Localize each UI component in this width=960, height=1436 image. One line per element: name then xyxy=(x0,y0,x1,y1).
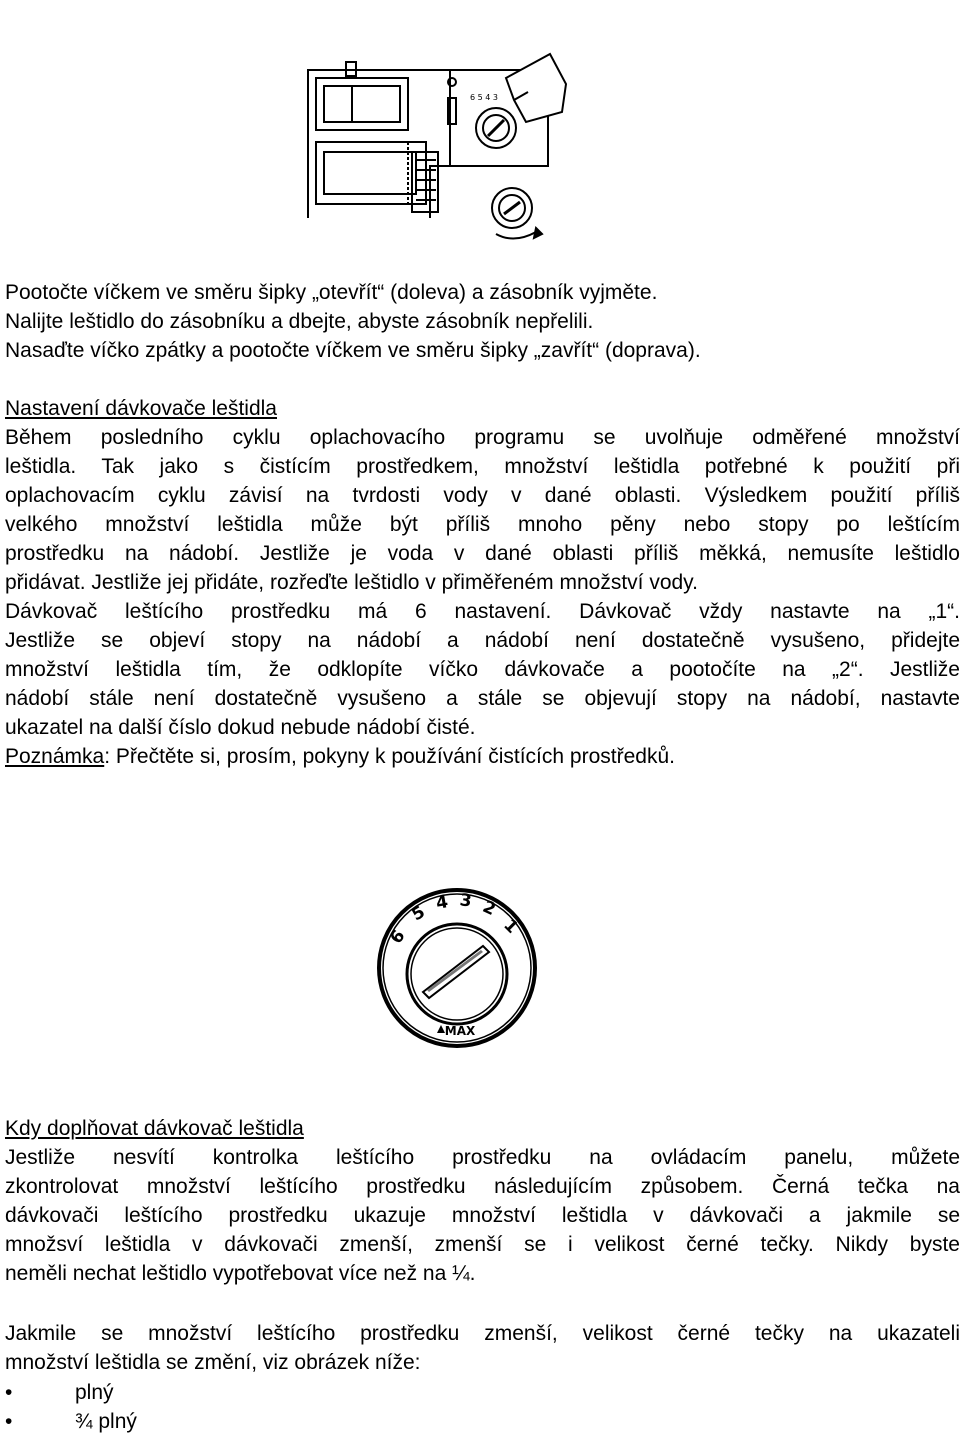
paragraph-line: leštidla. Tak jako s čistícím prostředkem, množství leštidla potřebné k použití při xyxy=(5,455,960,478)
dial-number: 3 xyxy=(458,890,473,912)
paragraph-line: dávkovači leštícího prostředku ukazuje množství leštidla v dávkovači a jakmile se xyxy=(5,1204,960,1227)
section-heading: Nastavení dávkovače leštidla xyxy=(5,397,277,420)
paragraph-line: ukazatel na další číslo dokud nebude nádobí čisté. xyxy=(5,716,476,739)
paragraph-line: oplachovacím cyklu závisí na tvrdosti vody v dané oblasti. Výsledkem použití příliš xyxy=(5,484,960,507)
paragraph-line: Během posledního cyklu oplachovacího programu se uvolňuje odměřené množství xyxy=(5,426,960,449)
dial-number: 4 xyxy=(434,892,450,914)
paragraph-line: Dávkovač leštícího prostředku má 6 nastavení. Dávkovač vždy nastavte na „1“. xyxy=(5,600,960,623)
paragraph-line: množsví leštidla v dávkovači zmenší, zmenší se i velikost černé tečky. Nikdy byste xyxy=(5,1233,960,1256)
paragraph-line: množství leštidla se změní, viz obrázek níže: xyxy=(5,1351,421,1374)
paragraph-line: prostředku na nádobí. Jestliže je voda v dané oblasti příliš měkká, nemusíte leštidlo xyxy=(5,542,960,565)
paragraph-line: neměli nechat leštidlo vypotřebovat více než na ¼. xyxy=(5,1262,476,1285)
paragraph-line: nádobí stále není dostatečně vysušeno a stále se objevují stopy na nádobí, nastavte xyxy=(5,687,960,710)
note-label: Poznámka xyxy=(5,745,105,768)
dial-number: 2 xyxy=(479,896,499,921)
dial-number: 6 xyxy=(386,926,410,948)
dial-number: 5 xyxy=(408,902,429,926)
note-line xyxy=(5,742,960,771)
list-item-text: plný xyxy=(75,1381,114,1404)
list-item-text: ¾ plný xyxy=(75,1410,137,1433)
bullet-icon: • xyxy=(5,1410,13,1433)
indicator-section xyxy=(5,1319,960,1377)
section-heading: Kdy doplňovat dávkovač leštidla xyxy=(5,1117,304,1140)
paragraph-line: velkého množství leštidla může být příliš mnoho pěny nebo stopy po leštícím xyxy=(5,513,960,536)
paragraph-line: Jestliže nesvítí kontrolka leštícího prostředku na ovládacím panelu, můžete xyxy=(5,1146,960,1169)
refill-instructions xyxy=(5,278,960,365)
bullet-icon: • xyxy=(5,1381,13,1404)
paragraph-line: Nasaďte víčko zpátky a pootočte víčkem ve směru šipky „zavřít“ (doprava). xyxy=(5,339,701,362)
note-text: : Přečtěte si, prosím, pokyny k používání čistících prostředků. xyxy=(104,745,675,768)
rinse-aid-dispenser-illustration xyxy=(300,48,570,248)
list-item xyxy=(5,1407,137,1436)
paragraph-line: zkontrolovat množství leštícího prostředku následujícím způsobem. Černá tečka na xyxy=(5,1175,960,1198)
dial-number: 1 xyxy=(499,915,522,938)
max-label: MAX xyxy=(444,1024,476,1038)
dispenser-settings-section xyxy=(5,394,960,771)
paragraph-line: přidávat. Jestliže jej přidáte, rozřeďte leštidlo v přiměřeném množství vody. xyxy=(5,571,698,594)
paragraph-line: Jestliže se objeví stopy na nádobí a nádobí není dostatečně vysušeno, přidejte xyxy=(5,629,960,652)
dosage-dial-illustration xyxy=(365,880,550,1050)
paragraph-line: množství leštidla tím, že odklopíte víčko dávkovače a pootočíte na „2“. Jestliže xyxy=(5,658,960,681)
list-item xyxy=(5,1378,137,1407)
paragraph-line: Jakmile se množství leštícího prostředku zmenší, velikost černé tečky na ukazateli xyxy=(5,1322,960,1345)
refill-check-section xyxy=(5,1114,960,1288)
paragraph-line: Pootočte víčkem ve směru šipky „otevřít“ (doleva) a zásobník vyjměte. xyxy=(5,281,658,304)
indicator-list xyxy=(5,1378,137,1436)
paragraph-line: Nalijte leštidlo do zásobníku a dbejte, abyste zásobník nepřelili. xyxy=(5,310,594,333)
svg-text:6 5 4 3: 6 5 4 3 xyxy=(470,93,498,102)
